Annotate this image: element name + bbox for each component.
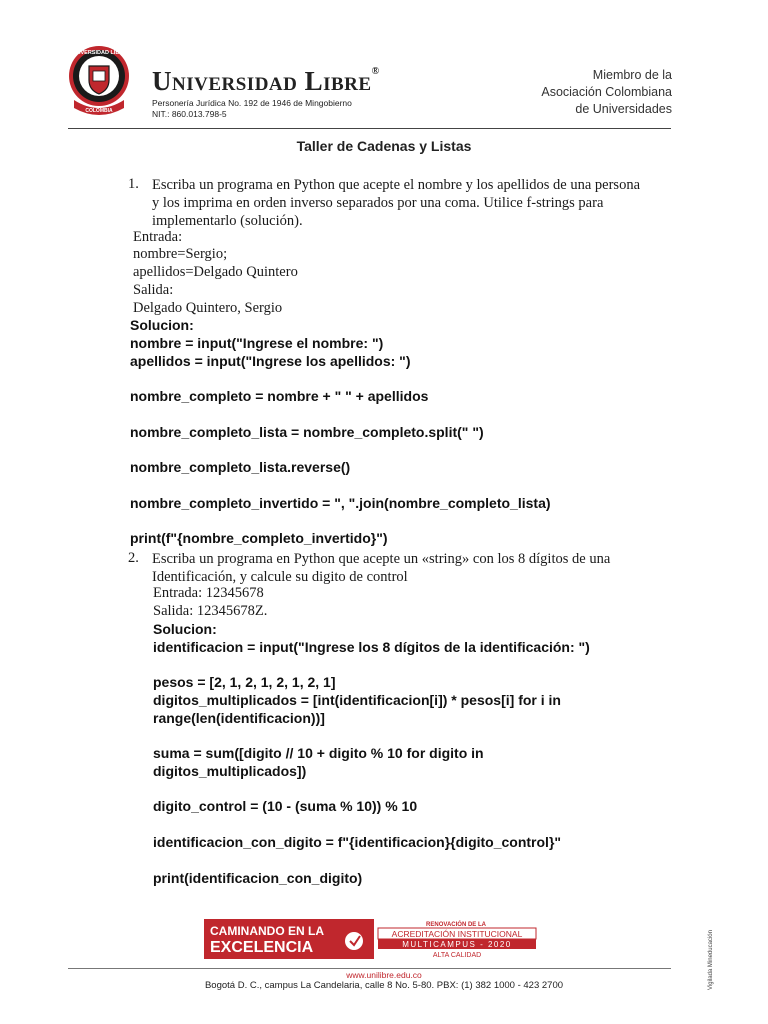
exercise-1-input-surname: apellidos=Delgado Quintero [133, 264, 298, 280]
exercise-1-prompt [152, 176, 682, 230]
code-line: digitos_multiplicados = [int(identificacion[i]) * pesos[i] for i in [153, 692, 561, 708]
campus-address: Bogotá D. C., campus La Candelaria, calle 8 No. 5-80. PBX: (1) 382 1000 - 423 2700 [204, 980, 564, 991]
badge-right-line-1: RENOVACIÓN DE LA [426, 922, 486, 928]
accreditation-badge [204, 919, 538, 959]
badge-left-line-1: CAMINANDO EN LA [210, 924, 324, 938]
exercise-1-output-label: Salida: [133, 282, 174, 298]
code-line: print(f"{nombre_completo_invertido}") [130, 530, 388, 546]
badge-left-line-2: EXCELENCIA [210, 939, 314, 956]
exercise-1-number: 1. [128, 176, 139, 192]
code-line: range(len(identificacion))] [153, 710, 325, 726]
university-name: Universidad Libre® [152, 66, 380, 96]
member-line-1: Miembro de la [592, 68, 672, 82]
badge-right-line-3: MULTICAMPUS - 2020 [402, 940, 512, 949]
svg-text:Vigilada Mineducación: Vigilada Mineducación [708, 930, 714, 990]
exercise-1-input-label: Entrada: [133, 229, 183, 245]
exercise-1-solution-label: Solucion: [130, 317, 194, 333]
exercise-2-output: Salida: 12345678Z. [153, 603, 268, 619]
code-line: apellidos = input("Ingrese los apellidos: ") [130, 353, 411, 369]
code-line: nombre_completo = nombre + " " + apellidos [130, 388, 429, 404]
code-line: print(identificacion_con_digito) [153, 870, 363, 886]
member-line-3: de Universidades [575, 102, 672, 116]
exercise-2-prompt [152, 550, 682, 586]
code-line: nombre_completo_invertido = ", ".join(nombre_completo_lista) [130, 495, 551, 511]
code-line: nombre_completo_lista.reverse() [130, 459, 351, 475]
exercise-2-prompt-line-1: Escriba un programa en Python que acepte un «string» con los 8 dígitos de una [152, 551, 611, 567]
code-line: digitos_multiplicados]) [153, 763, 307, 779]
code-line: identificacion = input("Ingrese los 8 dígitos de la identificación: ") [153, 639, 590, 655]
exercise-2-input: Entrada: 12345678 [153, 585, 264, 601]
seal-text-bottom: COLOMBIA [85, 108, 113, 114]
exercise-2-number: 2. [128, 550, 139, 566]
exercise-2-solution-label: Solucion: [153, 621, 217, 637]
seal-text-top: UNIVERSIDAD LIBRE [71, 50, 127, 56]
exercise-1-prompt-line-2: y los imprima en orden inverso separados por una coma. Utilice f-strings para [152, 195, 604, 211]
exercise-1-prompt-line-3: implementarlo (solución). [152, 213, 303, 229]
header-divider [68, 128, 671, 129]
code-line: pesos = [2, 1, 2, 1, 2, 1, 2, 1] [153, 674, 336, 690]
badge-right-line-2: ACREDITACIÓN INSTITUCIONAL [391, 929, 523, 939]
nit-line: NIT.: 860.013.798-5 [152, 109, 227, 119]
code-line: nombre = input("Ingrese el nombre: ") [130, 335, 384, 351]
code-line: digito_control = (10 - (suma % 10)) % 10 [153, 798, 418, 814]
code-line: nombre_completo_lista = nombre_completo.split(" ") [130, 424, 484, 440]
website-link[interactable]: www.unilibre.edu.co [346, 970, 422, 980]
document-title: Taller de Cadenas y Listas [296, 138, 472, 154]
legal-registration-line: Personería Jurídica No. 192 de 1946 de Mingobierno [152, 98, 352, 108]
vigilada-mineducacion-label [703, 920, 715, 990]
member-line-2: Asociación Colombiana [541, 85, 672, 99]
university-seal-logo [68, 42, 130, 118]
exercise-1-prompt-line-1: Escriba un programa en Python que acepte el nombre y los apellidos de una persona [152, 177, 641, 193]
exercise-1-input-name: nombre=Sergio; [133, 246, 228, 262]
badge-right-line-4: ALTA CALIDAD [432, 952, 482, 959]
association-membership [541, 67, 672, 118]
footer-divider [68, 968, 671, 969]
excellence-icon [345, 932, 363, 950]
exercise-2-prompt-line-2: Identificación, y calcule su digito de control [152, 569, 408, 585]
code-line: identificacion_con_digito = f"{identificacion}{digito_control}" [153, 834, 562, 850]
code-line: suma = sum([digito // 10 + digito % 10 for digito in [153, 745, 484, 761]
exercise-1-output-value: Delgado Quintero, Sergio [133, 300, 283, 316]
